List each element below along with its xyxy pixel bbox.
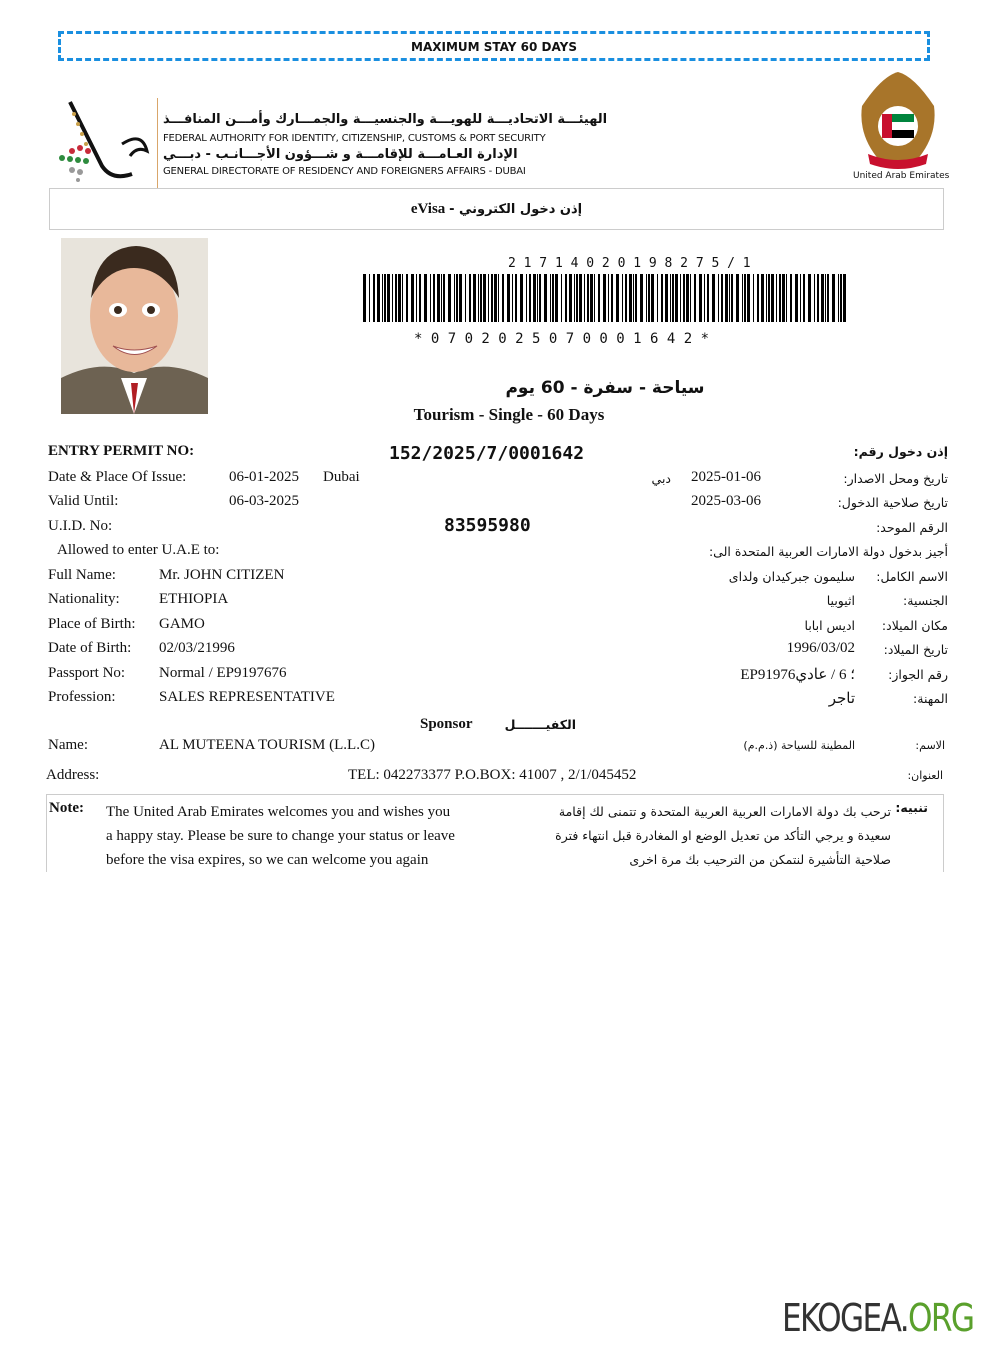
barcode-bar <box>800 274 801 322</box>
barcode-bar <box>515 274 517 322</box>
permit-number: 152/2025/7/0001642 <box>389 443 585 464</box>
barcode-bar <box>406 274 408 322</box>
valid-label: Valid Until: <box>48 493 119 509</box>
max-stay-banner: MAXIMUM STAY 60 DAYS <box>58 31 930 61</box>
barcode-bar <box>721 274 723 322</box>
barcode-bar <box>456 274 458 322</box>
barcode-bar <box>616 274 619 322</box>
barcode-bar <box>459 274 462 322</box>
barcode-bar <box>694 274 696 322</box>
field-label-ar: تاريخ الميلاد: <box>883 642 948 658</box>
barcode-bar <box>808 274 811 322</box>
sponsor-name-label-ar: الاسم: <box>915 739 945 752</box>
barcode-bar <box>384 274 386 322</box>
barcode-bar <box>469 274 471 322</box>
field-label-ar: المهنة: <box>913 691 948 706</box>
barcode-bar <box>512 274 513 322</box>
barcode-bar <box>430 274 431 322</box>
barcode-bar <box>411 274 414 322</box>
barcode-bar <box>608 274 609 322</box>
applicant-photo <box>61 238 208 414</box>
barcode-bar <box>539 274 541 322</box>
barcode-bar <box>419 274 421 322</box>
barcode-bar <box>633 274 634 322</box>
barcode-bar <box>803 274 805 322</box>
barcode-bar <box>768 274 770 322</box>
barcode-bar <box>590 274 593 322</box>
barcode-bar <box>782 274 785 322</box>
barcode-bar <box>651 274 654 322</box>
authority-english: FEDERAL AUTHORITY FOR IDENTITY, CITIZENSHIP, CUSTOMS & PORT SECURITY <box>163 133 546 144</box>
barcode-bar <box>402 274 403 322</box>
issue-label: Date & Place Of Issue: <box>48 469 187 485</box>
barcode-bar <box>704 274 705 322</box>
barcode-bar <box>373 274 375 322</box>
field-label: Place of Birth: <box>48 615 136 632</box>
barcode-bar <box>672 274 674 322</box>
barcode-top-text: 2 1 7 1 4 0 2 0 1 9 8 2 7 5 / 1 <box>508 256 751 271</box>
barcode-bar <box>544 274 547 322</box>
barcode-bar <box>387 274 390 322</box>
note-text-en: The United Arab Emirates welcomes you and wishes you a happy stay. Please be sure to change your status or leave before the visa expires, so we can welcome you again <box>106 804 455 868</box>
barcode-bar <box>507 274 510 322</box>
barcode-bar <box>690 274 691 322</box>
barcode-bar <box>814 274 815 322</box>
sponsor-heading-ar: الكفيـــــــل <box>504 717 576 732</box>
field-value: GAMO <box>159 615 205 632</box>
note-label-ar: تنبيه: <box>895 800 928 815</box>
barcode-bar <box>473 274 476 322</box>
field-value-ar: تاجر <box>828 691 855 707</box>
barcode-bar <box>448 274 451 322</box>
falcon-logo-icon <box>52 96 152 188</box>
field-label-ar: الاسم الكامل: <box>876 569 948 584</box>
barcode-bar <box>363 274 366 322</box>
barcode-bar <box>761 274 764 322</box>
visa-type-english: Tourism - Single - 60 Days <box>413 405 605 424</box>
barcode-bar <box>838 274 839 322</box>
barcode-bar <box>569 274 572 322</box>
barcode-bar <box>736 274 739 322</box>
address-label-ar: العنوان: <box>907 769 943 782</box>
field-label: Date of Birth: <box>48 640 132 657</box>
barcode-bar <box>825 274 826 322</box>
permit-label-ar: إذن دخول رقم: <box>853 444 948 459</box>
visa-type-arabic: سياحة - سفرة - 60 يوم <box>505 378 705 398</box>
barcode-bar <box>635 274 637 322</box>
authority-arabic: الهيئـــة الاتحاديـــة للهويـــة والجنسيـــة والجمـــارك وأمـــن المنافـــذ <box>163 112 608 127</box>
barcode-bar <box>665 274 668 322</box>
barcode-bar <box>699 274 702 322</box>
barcode-bar <box>594 274 595 322</box>
barcode-bar <box>529 274 531 322</box>
barcode-bar <box>786 274 787 322</box>
barcode-bar <box>675 274 678 322</box>
barcode-bar <box>441 274 442 322</box>
barcode-bar <box>657 274 658 322</box>
sponsor-name-ar: المطينة للسياحة (ذ.م.م) <box>743 739 855 752</box>
barcode-bar <box>369 274 370 322</box>
issue-place-ar: دبي <box>651 471 671 486</box>
header-divider <box>157 98 158 188</box>
barcode-bar <box>584 274 585 322</box>
barcode-bar <box>478 274 479 322</box>
barcode-bar <box>790 274 792 322</box>
valid-date-ar: 2025-03-06 <box>691 493 761 509</box>
barcode-bar <box>611 274 613 322</box>
field-label: Nationality: <box>48 591 120 608</box>
note-label: Note: <box>49 800 84 816</box>
barcode-bar <box>817 274 819 322</box>
barcode-bar <box>670 274 671 322</box>
barcode-bar <box>646 274 647 322</box>
barcode-bar <box>744 274 746 322</box>
barcode-bar <box>648 274 650 322</box>
field-value-ar: EP91976؛ 6 / عادي <box>740 666 855 683</box>
barcode-bar <box>437 274 440 322</box>
field-value-ar: 1996/03/02 <box>786 640 855 657</box>
uid-label-ar: الرقم الموحد: <box>876 520 948 535</box>
uid-number: 83595980 <box>444 515 531 536</box>
note-text-ar: ترحب بك دولة الامارات العربية العربية المتحدة و تتمنى لك إقامة سعيدة و يرجي التأكد من تعديل الوضع او المغادرة قبل انتهاء فترة صلاحية التأشيرة لنتمكن من الترحيب بك مرة اخرى <box>555 804 891 867</box>
barcode-bar <box>779 274 781 322</box>
barcode-bar <box>395 274 397 322</box>
barcode-bar <box>629 274 632 322</box>
barcode-bar <box>498 274 499 322</box>
barcode-bar <box>398 274 401 322</box>
issue-label-ar: تاريخ ومحل الاصدار: <box>843 471 948 486</box>
field-value: SALES REPRESENTATIVE <box>159 689 335 705</box>
barcode-bar <box>640 274 643 322</box>
field-value-ar: اديس ابابا <box>804 617 855 633</box>
barcode-bar <box>565 274 567 322</box>
permit-label: ENTRY PERMIT NO: <box>48 443 195 459</box>
field-value: Normal / EP9197676 <box>159 664 287 681</box>
barcode-bottom-text: * 0 7 0 2 0 2 5 0 7 0 0 0 1 6 4 2 * <box>414 331 710 347</box>
allowed-label-ar: أجيز بدخول دولة الامارات العربية المتحدة الى: <box>708 544 948 559</box>
barcode-bar <box>776 274 777 322</box>
barcode-bar <box>480 274 482 322</box>
barcode-bar <box>683 274 685 322</box>
barcode-bar <box>488 274 489 322</box>
issue-date: 06-01-2025 <box>229 469 299 485</box>
barcode-bar <box>840 274 842 322</box>
barcode-bar <box>382 274 383 322</box>
barcode-bar <box>392 274 393 322</box>
barcode-bar <box>494 274 497 322</box>
watermark: EKOGEA.ORG <box>781 1296 973 1340</box>
directorate-english: GENERAL DIRECTORATE OF RESIDENCY AND FOREIGNERS AFFAIRS - DUBAI <box>163 166 526 177</box>
barcode-bar <box>747 274 750 322</box>
valid-date: 06-03-2025 <box>229 493 299 509</box>
emblem-caption: United Arab Emirates <box>853 171 950 181</box>
barcode-bar <box>561 274 562 322</box>
barcode-bar <box>579 274 582 322</box>
barcode-bar <box>465 274 466 322</box>
barcode-bar <box>443 274 445 322</box>
issue-place: Dubai <box>323 469 360 485</box>
directorate-arabic: الإدارة العـامـــة للإقامـــة و شـــؤون الأجـــانـب - دبـــي <box>163 147 518 162</box>
barcode <box>363 274 847 322</box>
barcode-bar <box>622 274 623 322</box>
barcode-bar <box>821 274 824 322</box>
barcode-bar <box>843 274 846 322</box>
barcode-bar <box>603 274 606 322</box>
barcode-bar <box>377 274 380 322</box>
barcode-bar <box>483 274 486 322</box>
barcode-bar <box>795 274 798 322</box>
barcode-bar <box>550 274 551 322</box>
field-label: Full Name: <box>48 567 116 583</box>
barcode-bar <box>520 274 523 322</box>
sponsor-address: TEL: 042273377 P.O.BOX: 41007 , 2/1/045452 <box>348 767 637 783</box>
field-label-ar: رقم الجواز: <box>888 666 948 682</box>
barcode-bar <box>587 274 589 322</box>
barcode-bar <box>766 274 767 322</box>
barcode-bar <box>753 274 754 322</box>
barcode-bar <box>707 274 709 322</box>
barcode-bar <box>827 274 829 322</box>
sponsor-name-label: Name: <box>48 737 88 753</box>
barcode-bar <box>574 274 575 322</box>
barcode-bar <box>555 274 558 322</box>
barcode-bar <box>712 274 715 322</box>
barcode-bar <box>832 274 835 322</box>
barcode-bar <box>742 274 743 322</box>
barcode-bar <box>502 274 504 322</box>
evisa-title: eVisa إذن دخول الكتروني - <box>49 188 944 230</box>
uid-label: U.I.D. No: <box>48 518 113 534</box>
barcode-bar <box>625 274 627 322</box>
barcode-bar <box>552 274 554 322</box>
barcode-bar <box>686 274 689 322</box>
barcode-bar <box>416 274 417 322</box>
barcode-bar <box>424 274 427 322</box>
field-label: Passport No: <box>48 664 126 681</box>
valid-label-ar: تاريخ صلاحية الدخول: <box>837 495 948 510</box>
barcode-bar <box>731 274 733 322</box>
field-value-ar: اثيوبيا <box>826 593 855 609</box>
address-label: Address: <box>46 767 100 783</box>
barcode-bar <box>433 274 435 322</box>
field-label-ar: الجنسية: <box>903 593 948 609</box>
field-value: Mr. JOHN CITIZEN <box>159 567 285 583</box>
barcode-bar <box>533 274 536 322</box>
barcode-bar <box>537 274 538 322</box>
sponsor-heading: Sponsor <box>420 716 473 732</box>
barcode-bar <box>729 274 730 322</box>
uae-emblem-icon <box>852 66 944 172</box>
barcode-bar <box>598 274 600 322</box>
field-label-ar: مكان الميلاد: <box>881 617 948 633</box>
barcode-bar <box>526 274 527 322</box>
field-label: Profession: <box>48 689 116 705</box>
barcode-bar <box>725 274 728 322</box>
field-value: 02/03/21996 <box>159 640 235 657</box>
barcode-bar <box>680 274 681 322</box>
allowed-label: Allowed to enter U.A.E to: <box>57 542 220 558</box>
barcode-bar <box>771 274 774 322</box>
barcode-bar <box>454 274 455 322</box>
field-value-ar: سليمون جبركيدان ولداى <box>728 569 855 584</box>
field-value: ETHIOPIA <box>159 591 229 608</box>
barcode-bar <box>491 274 493 322</box>
barcode-bar <box>718 274 719 322</box>
barcode-bar <box>661 274 663 322</box>
sponsor-name: AL MUTEENA TOURISM (L.L.C) <box>159 737 375 753</box>
issue-date-ar: 2025-01-06 <box>691 469 761 485</box>
barcode-bar <box>757 274 759 322</box>
barcode-bar <box>576 274 578 322</box>
